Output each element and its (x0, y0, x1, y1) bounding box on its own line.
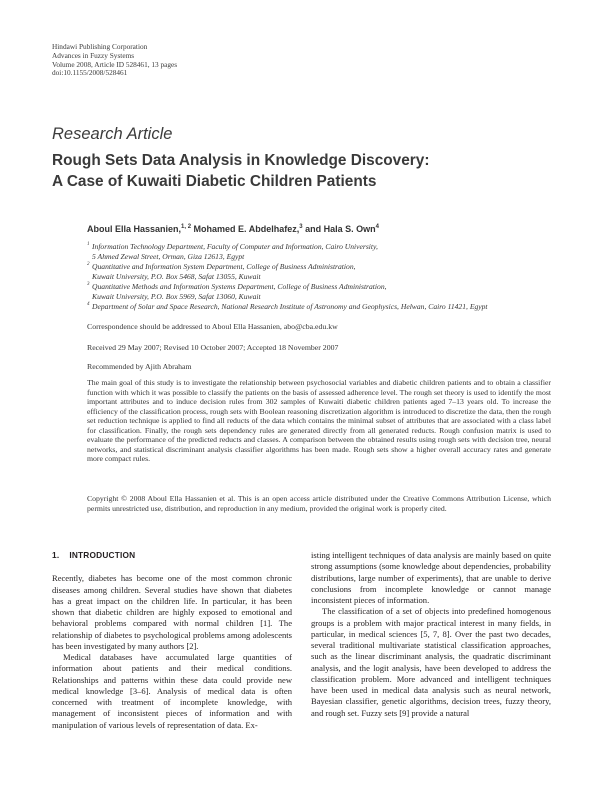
affiliation-line: Department of Solar and Space Research, National Research Institute of Astronomy and Geophysics, Helwan, Cairo 11421, Egypt (92, 302, 488, 311)
paper-title (52, 150, 552, 192)
author-name: Aboul Ella Hassanien, (87, 224, 182, 234)
affiliation (87, 242, 557, 262)
affiliation-line: Quantitative and Information System Department, College of Business Administration, (92, 262, 356, 271)
right-column (311, 550, 551, 719)
article-type: Research Article (52, 125, 173, 143)
affiliation-line: Quantitative Methods and Information Systems Department, College of Business Administration, (92, 282, 387, 291)
left-column (52, 550, 292, 731)
author-list (87, 224, 379, 234)
author-affiliation-marker: 1, 2 (181, 224, 192, 230)
affiliation-line: Information Technology Department, Faculty of Computer and Information, Cairo University, (92, 242, 378, 251)
title-line-1: Rough Sets Data Analysis in Knowledge Discovery: (52, 152, 430, 169)
author-name: and Hala S. Own (302, 224, 376, 234)
title-line-2: A Case of Kuwaiti Diabetic Children Patients (52, 173, 377, 190)
journal-header (52, 43, 177, 78)
affiliation-number: 3 (87, 282, 90, 287)
affiliation-line: 5 Ahmed Zewal Street, Orman, Giza 12613, Egypt (92, 252, 245, 261)
author-name: Mohamed E. Abdelhafez, (191, 224, 300, 234)
affiliation (87, 282, 557, 302)
section-heading (52, 550, 292, 561)
section-title: INTRODUCTION (69, 550, 136, 560)
affiliation-line: Kuwait University, P.O. Box 5969, Safat 13060, Kuwait (92, 292, 261, 301)
author-affiliation-marker: 3 (299, 224, 303, 230)
body-paragraph: The classification of a set of objects into predefined homogenous groups is a problem with major practical interest in many fields, in particular, in medical sciences [5, 7, 8]. Over the past two decades, several traditional multivariate statistical classification approaches, such as the linear discriminant analysis, the quadratic discriminant analysis, and the logit analysis, have been developed to address the classification problem. More advanced and intelligent techniques have been used in medical data analysis such as neural network, Bayesian classifier, genetic algorithms, decision trees, fuzzy theory, and rough set. Fuzzy sets [9] provide a natural (311, 606, 551, 718)
received-dates: Received 29 May 2007; Revised 10 October 2007; Accepted 18 November 2007 (87, 343, 339, 352)
body-paragraph: Recently, diabetes has become one of the most common chronic diseases among children. Several studies have shown that diabetes has a great impact on the children life. In particular, it has been shown that diabetic children are highly exposed to emotional and behavioral problems compared with normal children [1]. The relationship of diabetes to psychological problems among adolescents has been investigated by many authors [2]. (52, 573, 292, 651)
body-paragraph: Medical databases have accumulated large quantities of information about patients and their medical conditions. Relationships and patterns within these data could provide new medical knowledge [3–6]. Analysis of medical data is often concerned with treatment of incomplete knowledge, with management of inconsistent pieces of information and with manipulation of various levels of representation of data. Ex- (52, 652, 292, 730)
affiliation-line: Kuwait University, P.O. Box 5468, Safat 13055, Kuwait (92, 272, 261, 281)
affiliation (87, 302, 557, 312)
abstract: The main goal of this study is to investigate the relationship between psychosocial variables and diabetic children patients and to obtain a classifier function with which it was possible to classify the patients on the basis of assessed adherence level. The rough set theory is used to identify the most important attributes and to induce decision rules from 302 samples of Kuwaiti diabetic children patients aged 7–13 years old. To increase the efficiency of the classification process, rough sets with Boolean reasoning discretization algorithm is introduced to discretize the data, then the rough set reduction technique is applied to find all reducts of the data which contains the minimal subset of attributes that are associated with a class label for classification. Finally, the rough sets dependency rules are generated directly from all generated reducts. Rough confusion matrix is used to evaluate the performance of the predicted reducts and classes. A comparison between the obtained results using rough sets with decision tree, neural networks, and statistical discriminant analysis classifier algorithms has been made. Rough sets show a higher overall accuracy rates and generate more compact rules. (87, 378, 551, 464)
doi: doi:10.1155/2008/528461 (52, 68, 128, 78)
journal-name: Advances in Fuzzy Systems (52, 50, 135, 60)
section-number: 1. (52, 550, 60, 560)
affiliation (87, 262, 557, 282)
volume-info: Volume 2008, Article ID 528461, 13 pages (52, 59, 178, 69)
publisher-name: Hindawi Publishing Corporation (52, 42, 148, 51)
author-affiliation-marker: 4 (375, 224, 379, 230)
affiliation-number: 2 (87, 262, 90, 267)
body-paragraph: isting intelligent techniques of data analysis are mainly based on quite strong assumptions (some knowledge about dependencies, probability distributions, large number of experiments), that are unable to derive conclusions from incomplete knowledge or cannot manage inconsistent pieces of information. (311, 550, 551, 605)
copyright-notice: Copyright © 2008 Aboul Ella Hassanien et al. This is an open access article distributed under the Creative Commons Attribution License, which permits unrestricted use, distribution, and reproduction in any medium, provided the original work is properly cited. (87, 494, 551, 513)
affiliation-number: 1 (87, 242, 90, 247)
affiliation-number: 4 (87, 302, 90, 307)
recommended-by: Recommended by Ajith Abraham (87, 362, 192, 371)
correspondence: Correspondence should be addressed to Aboul Ella Hassanien, abo@cba.edu.kw (87, 322, 338, 331)
affiliations (87, 242, 557, 312)
